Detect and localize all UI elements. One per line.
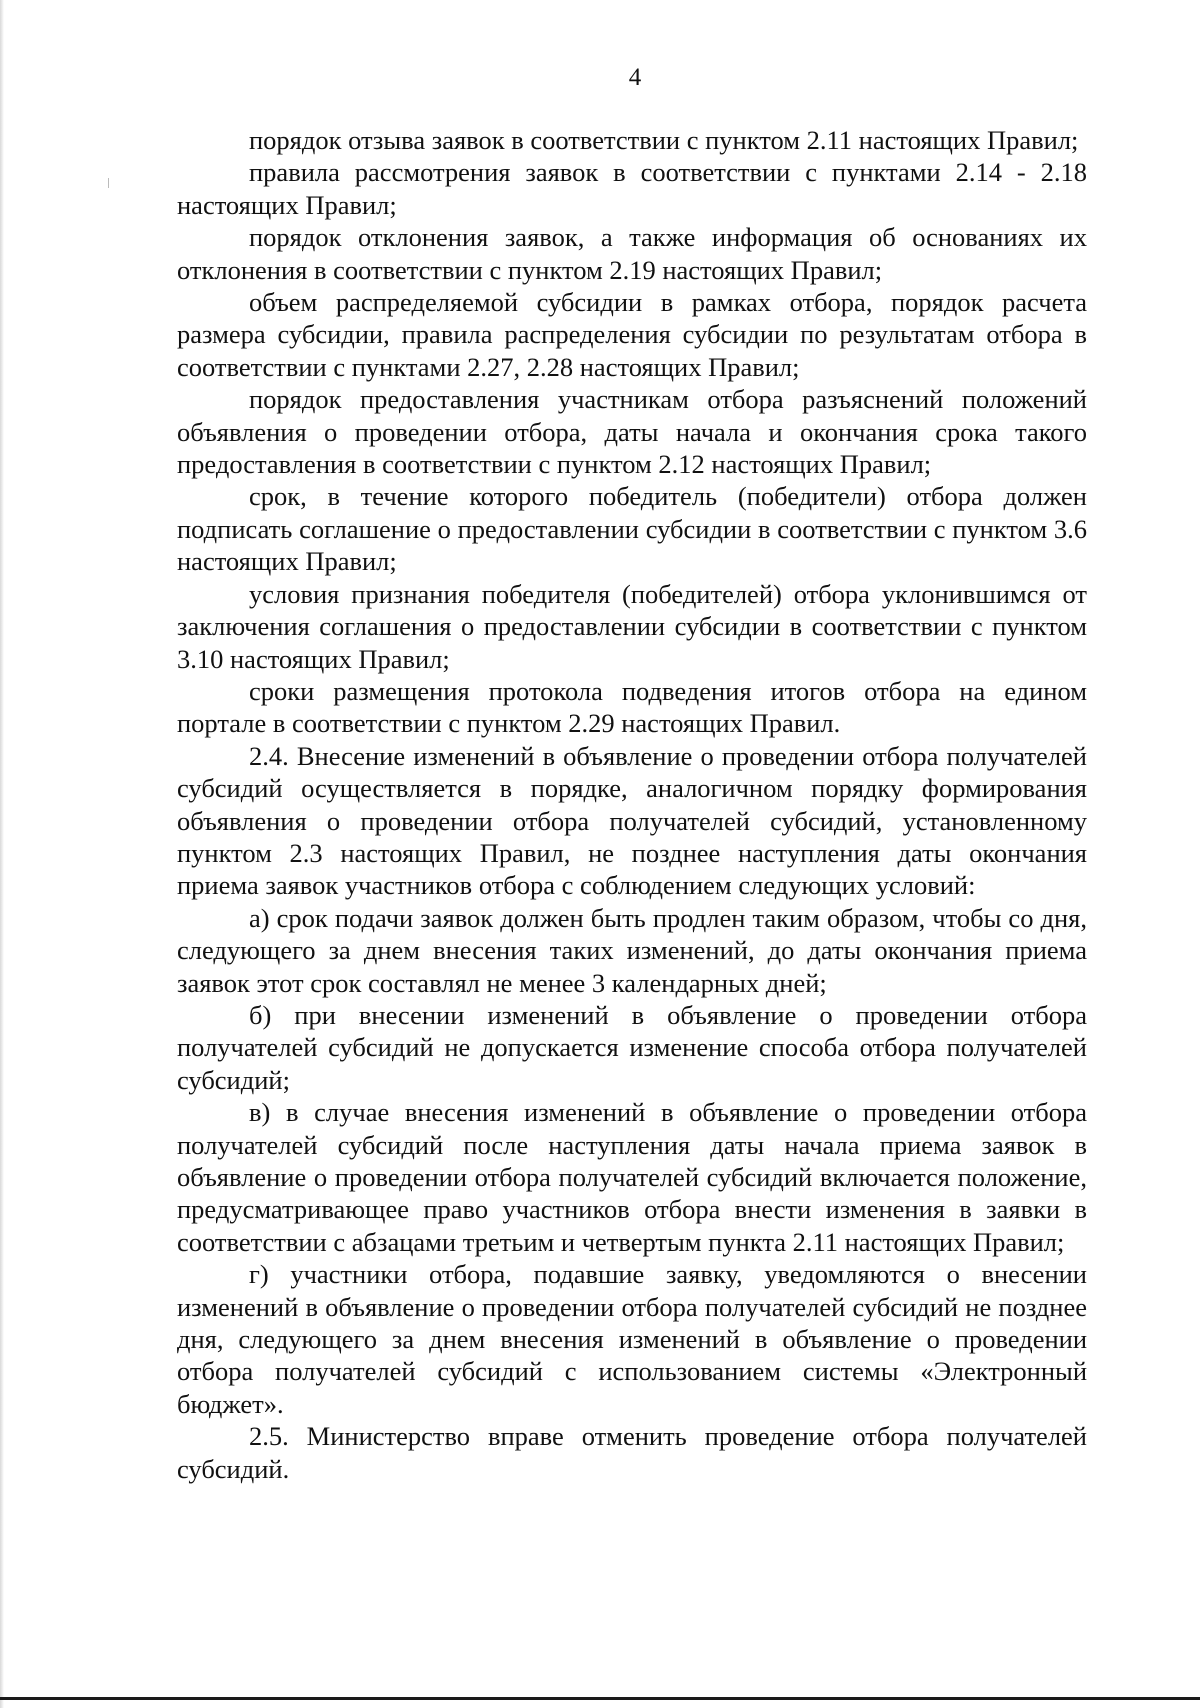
paragraph-section-2-5: 2.5. Министерство вправе отменить проведение отбора получателей субсидий. bbox=[177, 1421, 1087, 1484]
paragraph: правила рассмотрения заявок в соответствии с пунктами 2.14 - 2.18 настоящих Правил; bbox=[177, 157, 1087, 220]
paragraph: условия признания победителя (победителей) отбора уклонившимся от заключения соглашения о предоставлении субсидии в соответствии с пунктом 3.10 настоящих Правил; bbox=[177, 578, 1087, 674]
paragraph: порядок отзыва заявок в соответствии с пунктом 2.11 настоящих Правил; bbox=[249, 125, 1079, 155]
scan-mark bbox=[108, 178, 109, 188]
paragraph: порядок предоставления участникам отбора разъяснений положений объявления о проведении отбора, даты начала и окончания срока такого предоставления в соответствии с пунктом 2.12 настоящих Правил; bbox=[177, 384, 1087, 480]
paragraph-section-2-4: 2.4. Внесение изменений в объявление о проведении отбора получателей субсидий осуществляется в порядке, аналогичном порядку формирования объявления о проведении отбора получателей субсидий, установленному пунктом 2.3 настоящих Правил, не позднее наступления даты окончания приема заявок участников отбора с соблюдением следующих условий: bbox=[177, 740, 1087, 901]
paragraph-item-v: в) в случае внесения изменений в объявление о проведении отбора получателей субсидий после наступления даты начала приема заявок в объявление о проведении отбора получателей субсидий включается положение, предусматривающее право участников отбора внести изменения в заявки в соответствии с абзацами третьим и четвертым пункта 2.11 настоящих Правил; bbox=[177, 1097, 1087, 1257]
document-body bbox=[177, 124, 1087, 1485]
paragraph: сроки размещения протокола подведения итогов отбора на едином портале в соответствии с пунктом 2.29 настоящих Правил. bbox=[177, 675, 1087, 739]
paragraph: порядок отклонения заявок, а также информация об основаниях их отклонения в соответствии с пунктом 2.19 настоящих Правил; bbox=[177, 222, 1087, 285]
scan-edge-left bbox=[0, 0, 4, 1708]
paragraph-item-b: б) при внесении изменений в объявление о проведении отбора получателей субсидий не допускается изменение способа отбора получателей субсидий; bbox=[177, 999, 1087, 1095]
scan-edge-bottom bbox=[0, 1697, 1200, 1700]
paragraph: срок, в течение которого победитель (победители) отбора должен подписать соглашение о предоставлении субсидии в соответствии с пунктом 3.6 настоящих Правил; bbox=[177, 481, 1087, 577]
paragraph: объем распределяемой субсидии в рамках отбора, порядок расчета размера субсидии, правила распределения субсидии по результатам отбора в соответствии с пунктами 2.27, 2.28 настоящих Правил; bbox=[177, 287, 1087, 382]
page-number: 4 bbox=[628, 64, 642, 91]
paragraph-item-a: а) срок подачи заявок должен быть продлен таким образом, чтобы со дня, следующего за днем внесения таких изменений, до даты окончания приема заявок этот срок составлял не менее 3 календарных дней; bbox=[177, 902, 1087, 998]
paragraph-item-g: г) участники отбора, подавшие заявку, уведомляются о внесении изменений в объявление о проведении отбора получателей субсидий не позднее дня, следующего за днем внесения изменений в объявление о проведении отбора получателей субсидий с использованием системы «Электронный бюджет». bbox=[177, 1259, 1087, 1419]
